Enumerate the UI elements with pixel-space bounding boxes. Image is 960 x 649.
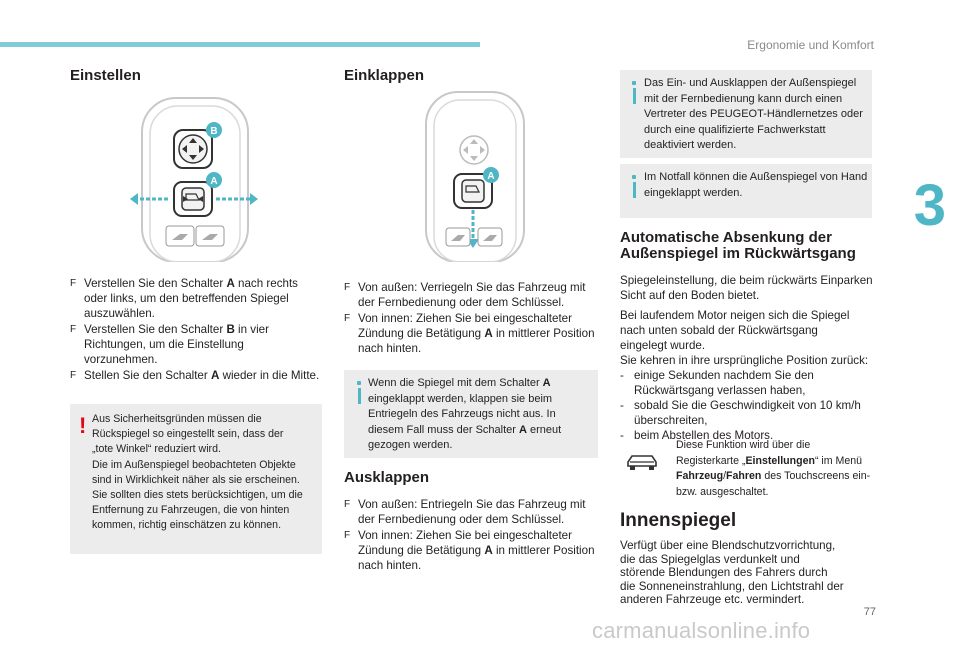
header-accent-bar [0, 42, 480, 47]
heading-ausklappen: Ausklappen [344, 469, 430, 486]
chapter-number: 3 [913, 173, 946, 238]
warning-icon: ! [79, 413, 87, 438]
list-item: F Von außen: Entriegeln Sie das Fahrzeug mit der Fernbedienung oder dem Schlüssel. [344, 498, 586, 526]
car-settings-note: Diese Funktion wird über die Registerkarte „Einstellungen“ im Menü Fahrzeug/Fahren des Touchscreens ein- bzw. ausgeschaltet. [676, 439, 871, 498]
watermark: carmanualsonline.info [592, 618, 811, 643]
heading-innenspiegel: Innenspiegel [620, 510, 737, 531]
list-item: F Verstellen Sie den Schalter A nach rechts oder links, um den betreffenden Spiegel auszuwählen. [70, 277, 298, 320]
heading-einklappen: Einklappen [344, 67, 425, 84]
info-box-fold: Wenn die Spiegel mit dem Schalter A eingeklappt werden, klappen sie beim Entriegeln des Fahrzeugs nicht aus. In diesem Fall muss der Schalter A erneut gezogen werden. [344, 370, 598, 458]
page-number: 77 [863, 606, 876, 618]
label-a: A [210, 176, 218, 187]
list-item: F Verstellen Sie den Schalter B in vier Richtungen, um die Einstellung vorzunehmen. [70, 323, 269, 366]
warning-box: ! Aus Sicherheitsgründen müssen die Rückspiegel so eingestellt sein, dass der „tote Winkel“ reduziert wird. Die im Außenspiegel beobachteten Objekte sind in Wirklichkeit näher als sie erscheinen. Sie sollten dies stets berücksichtigen, um die Entfernung zu Fahrzeugen, die von hinten kommen, richtig einschätzen zu können. [70, 404, 322, 554]
info-icon [357, 381, 361, 385]
list-item: F Von innen: Ziehen Sie bei eingeschalteter Zündung die Betätigung A in mittlerer Position nach hinten. [344, 312, 595, 355]
info-box-remote: Das Ein- und Ausklappen der Außenspiegel mit der Fernbedienung kann durch einen Vertreter des PEUGEOT-Händlernetzes oder durch eine qualifizierte Fachwerkstatt deaktiviert werden. [620, 70, 872, 158]
heading-automatic-lowering: Automatische Absenkung der Außenspiegel im Rückwärtsgang [620, 229, 856, 262]
para-interior-mirror: Verfügt über eine Blendschutzvorrichtung, die das Spiegelglas verdunkelt und störende Blendungen des Fahrers durch die Sonneneinstrahlung, den Lichtstrahl der anderen Fahrzeuge etc. vermindert. [620, 539, 844, 606]
list-item: - sobald Sie die Geschwindigkeit von 10 km/h überschreiten, [620, 399, 861, 427]
label-b: B [210, 126, 218, 137]
para-reverse: Bei laufendem Motor neigen sich die Spiegel nach unten sobald der Rückwärtsgang eingelegt wurde. Sie kehren in ihre ursprüngliche Position zurück: [620, 309, 869, 367]
unfold-instructions [344, 497, 600, 574]
list-item: - einige Sekunden nachdem Sie den Rückwärtsgang verlassen haben, [620, 369, 814, 397]
info-icon [632, 175, 636, 179]
list-item: F Von außen: Verriegeln Sie das Fahrzeug mit der Fernbedienung oder dem Schlüssel. [344, 281, 586, 309]
mirror-control-figure-fold [420, 90, 530, 262]
mirror-control-figure-adjust [130, 96, 260, 262]
info-box-manual: Im Notfall können die Außenspiegel von Hand eingeklappt werden. [620, 164, 872, 218]
adjust-instructions [70, 276, 320, 384]
section-title: Ergonomie und Komfort [747, 38, 874, 52]
list-item: F Von innen: Ziehen Sie bei eingeschalteter Zündung die Betätigung A in mittlerer Position nach hinten. [344, 529, 595, 572]
heading-einstellen: Einstellen [70, 67, 141, 84]
return-conditions [620, 368, 878, 443]
list-item: - beim Abstellen des Motors. [620, 429, 774, 442]
fold-instructions [344, 280, 600, 357]
list-item: F Stellen Sie den Schalter A wieder in die Mitte. [70, 369, 320, 382]
car-icon [624, 450, 660, 474]
info-icon [632, 81, 636, 85]
label-a: A [487, 171, 495, 182]
para-mirror-setting: Spiegeleinstellung, die beim rückwärts Einparken Sicht auf den Boden bietet. [620, 274, 873, 302]
